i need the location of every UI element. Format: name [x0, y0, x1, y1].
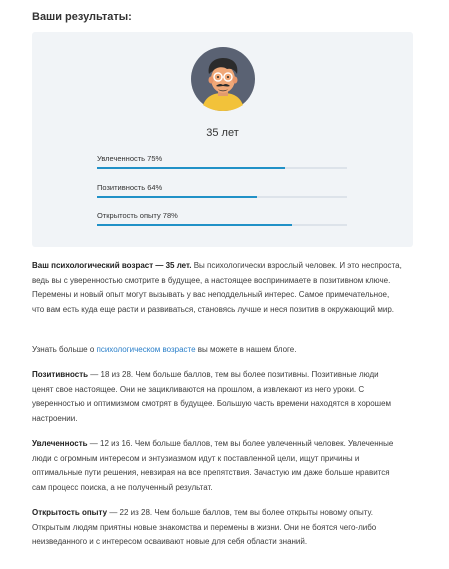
- age-summary: Ваш психологический возраст — 35 лет.: [32, 261, 192, 270]
- enthusiasm-title: Увлеченность: [32, 439, 88, 448]
- positivity-title: Позитивность: [32, 370, 89, 379]
- enthusiasm-description: [32, 437, 402, 495]
- openness-text: — 22 из 28. Чем больше баллов, тем вы более открыты новому опыту. Открытым людям приятны новые знакомства и перемены в жизни. Они не боятся чего-либо неизведанного и с интересом осваивают новые для себя области знаний.: [32, 508, 377, 546]
- enthusiasm-text: — 12 из 16. Чем больше баллов, тем вы более увлеченный человек. Увлеченные люди с огромным интересом и энтузиазмом идут к поставленной цели, ищут причины и оптимальные пути решения, невзирая на все препятствия. Зачастую им даже больше нравится сам процесс поиска, а не полученный результат.: [32, 439, 394, 492]
- positivity-description: [32, 368, 402, 426]
- learn-more: [32, 343, 402, 358]
- metric-label: Открытость опыту 78%: [97, 211, 178, 220]
- metric-label: Увлеченность 75%: [97, 154, 163, 163]
- progress-fill: [97, 196, 257, 198]
- progress-track: [97, 224, 347, 226]
- learn-more-after: вы можете в нашем блоге.: [195, 345, 297, 354]
- age-text: Вы психологически взрослый человек. И это неспроста, ведь вы с уверенностью смотрите в будущее, а настоящее воспринимаете в позитивном ключе. Перемены и новый опыт могут вызывать у вас неподдельный интерес. Самое примечательное, что вам есть куда еще расти и развиваться, становясь лучше и неся позитив в окружающий мир.: [32, 261, 402, 314]
- age-description: [32, 259, 402, 317]
- progress-track: [97, 196, 347, 198]
- progress-track: [97, 167, 347, 169]
- metric-enthusiasm: [97, 154, 347, 169]
- openness-description: [32, 506, 402, 550]
- psychological-age-link[interactable]: психологическом возрасте: [96, 345, 196, 354]
- results-card: [32, 32, 413, 247]
- positivity-text: — 18 из 28. Чем больше баллов, тем вы более позитивны. Позитивные люди ценят свое настоящее. Они не зацикливаются на прошлом, а извлекают из него уроки. С уверенностью и оптимизмом смотрят в будущее. Большую часть времени находятся в хорошем настроении.: [32, 370, 392, 423]
- metric-positivity: [97, 183, 347, 198]
- man-avatar-icon: [191, 47, 255, 111]
- metric-label: Позитивность 64%: [97, 183, 163, 192]
- results-heading: Ваши результаты:: [32, 11, 132, 23]
- age-label: 35 лет: [206, 127, 239, 139]
- openness-title: Открытость опыту: [32, 508, 108, 517]
- metric-openness: [97, 211, 347, 226]
- learn-more-before: Узнать больше о: [32, 345, 97, 354]
- progress-fill: [97, 224, 292, 226]
- progress-fill: [97, 167, 285, 169]
